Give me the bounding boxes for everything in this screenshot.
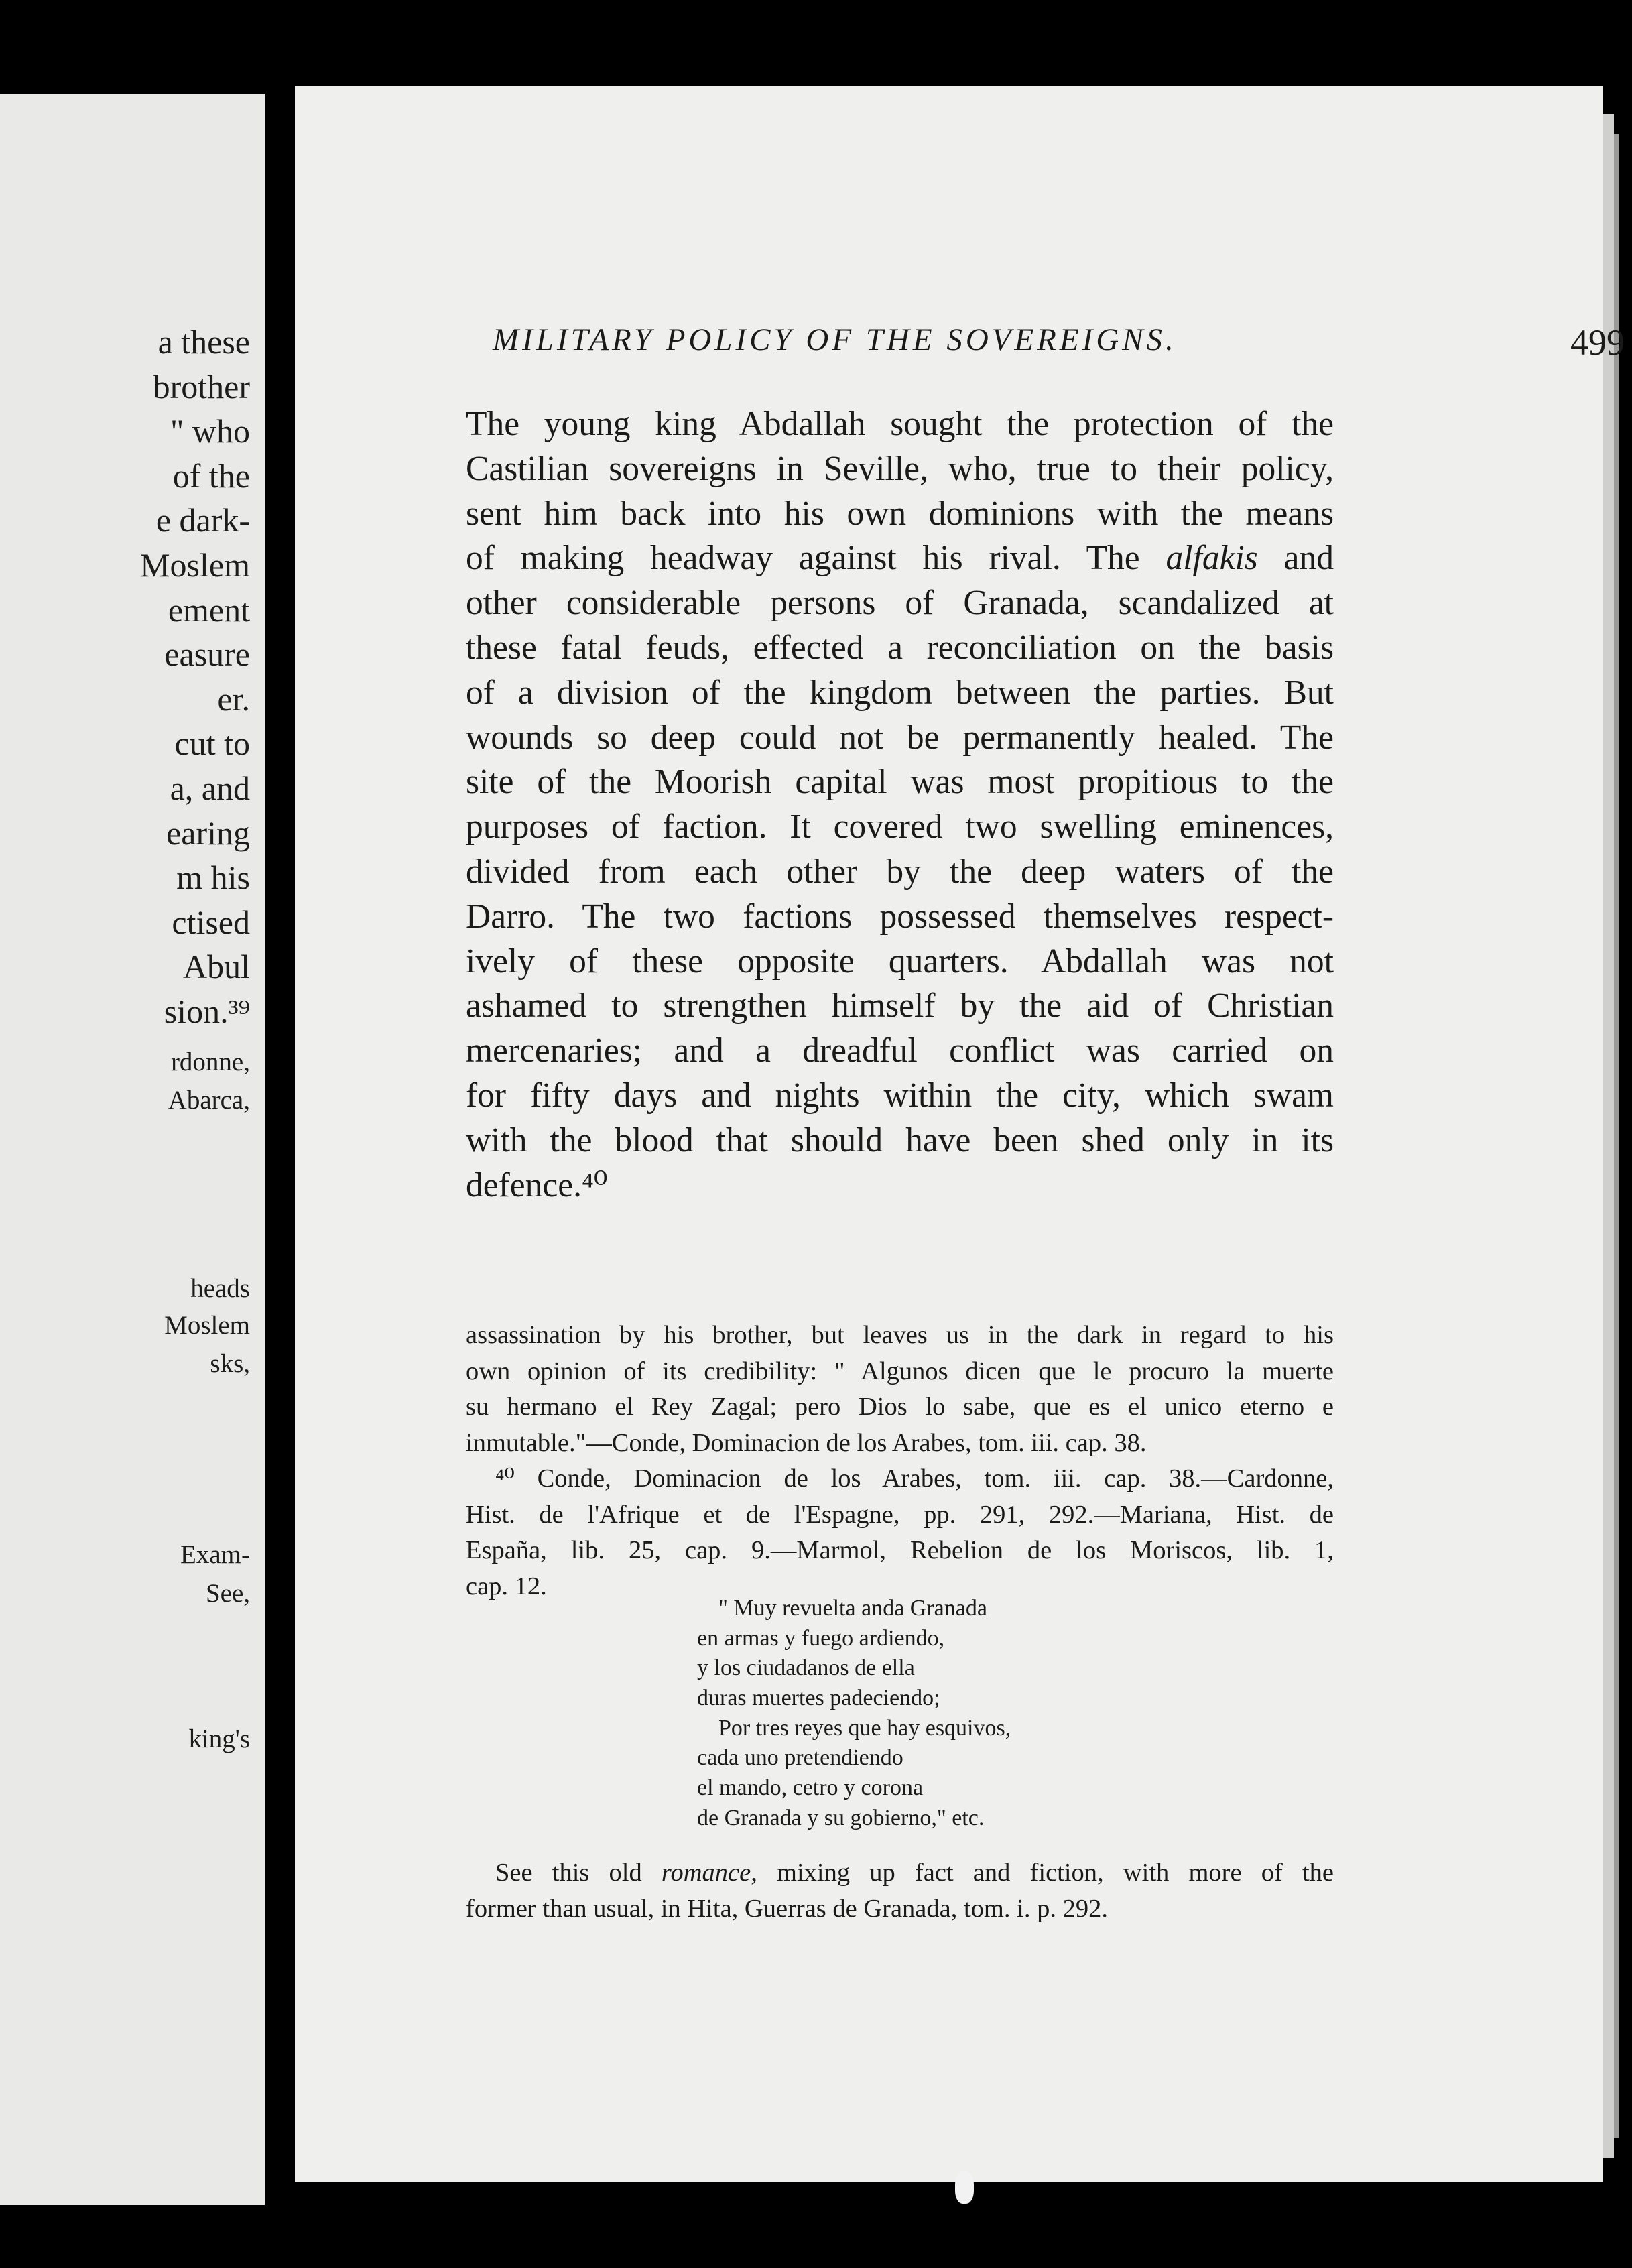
body-line: defence.⁴⁰ bbox=[466, 1166, 608, 1204]
poem-line: duras muertes padeciendo; bbox=[697, 1686, 940, 1711]
left-page-line: a, and bbox=[170, 769, 250, 807]
footnote-line: assassination by his brother, but leaves us in the dark in regard to his bbox=[466, 1321, 1334, 1349]
running-title: MILITARY POLICY OF THE SOVEREIGNS. bbox=[493, 322, 1177, 357]
body-line: The young king Abdallah sought the protection of the bbox=[466, 405, 1334, 443]
body-line: purposes of faction. It covered two swelling eminences, bbox=[466, 808, 1334, 846]
running-head bbox=[493, 322, 1632, 382]
left-page-line: earing bbox=[166, 814, 250, 852]
poem-line: en armas y fuego ardiendo, bbox=[697, 1625, 945, 1651]
poem-line: " Muy revuelta anda Granada bbox=[718, 1596, 987, 1621]
body-line: for fifty days and nights within the city, which swam bbox=[466, 1076, 1334, 1115]
spanish-ballad-quote bbox=[697, 1594, 1300, 1834]
body-line: wounds so deep could not be permanently healed. The bbox=[466, 718, 1334, 757]
left-page-line: brother bbox=[153, 367, 250, 405]
page-edge-shadow bbox=[1614, 134, 1619, 2138]
footnote-line: own opinion of its credibility: " Algunos dicen que le procuro la muerte bbox=[466, 1357, 1334, 1385]
left-page-line: Abul bbox=[183, 948, 250, 986]
body-text bbox=[466, 402, 1334, 1208]
footnote-line: Hist. de l'Afrique et de l'Espagne, pp. 291, 292.—Mariana, Hist. de bbox=[466, 1500, 1334, 1529]
left-page-line: Abarca, bbox=[168, 1086, 250, 1115]
footnote-closing-paragraph bbox=[466, 1855, 1334, 1927]
left-page-line: heads bbox=[190, 1274, 250, 1303]
footnote-line: former than usual, in Hita, Guerras de Granada, tom. i. p. 292. bbox=[466, 1894, 1108, 1923]
footnote-line: ⁴⁰ Conde, Dominacion de los Arabes, tom. iii. cap. 38.—Cardonne, bbox=[495, 1464, 1334, 1493]
left-page-line: m his bbox=[176, 859, 250, 897]
body-line: of making headway against his rival. The alfakis and bbox=[466, 539, 1334, 578]
left-page-line: See, bbox=[205, 1579, 250, 1608]
body-line: ively of these opposite quarters. Abdallah was not bbox=[466, 942, 1334, 981]
footnotes bbox=[466, 1318, 1334, 1604]
poem-line: Por tres reyes que hay esquivos, bbox=[718, 1715, 1011, 1741]
footnote-line: cap. 12. bbox=[466, 1572, 547, 1600]
left-page-line: ement bbox=[168, 590, 250, 629]
body-line: of a division of the kingdom between the parties. But bbox=[466, 673, 1334, 712]
left-page-line: king's bbox=[188, 1724, 250, 1753]
footnote-line: inmutable."—Conde, Dominacion de los Arabes, tom. iii. cap. 38. bbox=[466, 1428, 1147, 1457]
body-line: sent him back into his own dominions with the means bbox=[466, 494, 1334, 533]
left-page-line: a these bbox=[158, 323, 250, 361]
book-page bbox=[295, 86, 1625, 2182]
poem-line: el mando, cetro y corona bbox=[697, 1775, 924, 1801]
left-page-line: Moslem bbox=[164, 1311, 250, 1340]
left-page-fragment bbox=[0, 94, 265, 2205]
body-line: Castilian sovereigns in Seville, who, true to their policy, bbox=[466, 449, 1334, 488]
body-line: these fatal feuds, effected a reconciliation on the basis bbox=[466, 628, 1334, 667]
body-line: divided from each other by the deep waters of the bbox=[466, 852, 1334, 891]
scan-blemish bbox=[955, 2171, 974, 2204]
left-page-line: of the bbox=[172, 456, 250, 495]
footnote-line: See this old romance, mixing up fact and fiction, with more of the bbox=[495, 1858, 1334, 1887]
poem-line: cada uno pretendiendo bbox=[697, 1745, 903, 1771]
footnote-40 bbox=[466, 1461, 1334, 1604]
footnote-line: su hermano el Rey Zagal; pero Dios lo sabe, que es el unico eterno e bbox=[466, 1393, 1334, 1421]
left-page-line: e dark- bbox=[155, 501, 250, 540]
left-page-line: Exam- bbox=[180, 1540, 250, 1569]
poem-line: de Granada y su gobierno," etc. bbox=[697, 1805, 985, 1830]
body-line: with the blood that should have been shed only in its bbox=[466, 1121, 1334, 1159]
body-line: Darro. The two factions possessed themselves respect- bbox=[466, 897, 1334, 936]
left-page-line: er. bbox=[217, 680, 250, 718]
left-page-line: ctised bbox=[172, 903, 250, 941]
left-page-line: rdonne, bbox=[170, 1048, 250, 1076]
poem-line: y los ciudadanos de ella bbox=[697, 1655, 915, 1681]
page-edge bbox=[1603, 114, 1614, 2158]
left-page-line: " who bbox=[170, 412, 250, 450]
body-line: other considerable persons of Granada, scandalized at bbox=[466, 584, 1334, 623]
footnote-continuation bbox=[466, 1318, 1334, 1461]
page-number: 499 bbox=[1570, 322, 1625, 363]
body-line: ashamed to strengthen himself by the aid of Christian bbox=[466, 987, 1334, 1025]
body-line: mercenaries; and a dreadful conflict was carried on bbox=[466, 1031, 1334, 1070]
left-page-line: Moslem bbox=[140, 546, 250, 584]
left-page-line: sion.³⁹ bbox=[164, 993, 250, 1030]
left-page-line: easure bbox=[164, 635, 250, 674]
left-page-line: sks, bbox=[210, 1349, 250, 1378]
footnote-line: España, lib. 25, cap. 9.—Marmol, Rebelion de los Moriscos, lib. 1, bbox=[466, 1536, 1334, 1564]
body-line: site of the Moorish capital was most propitious to the bbox=[466, 763, 1334, 802]
left-page-line: cut to bbox=[174, 724, 250, 763]
